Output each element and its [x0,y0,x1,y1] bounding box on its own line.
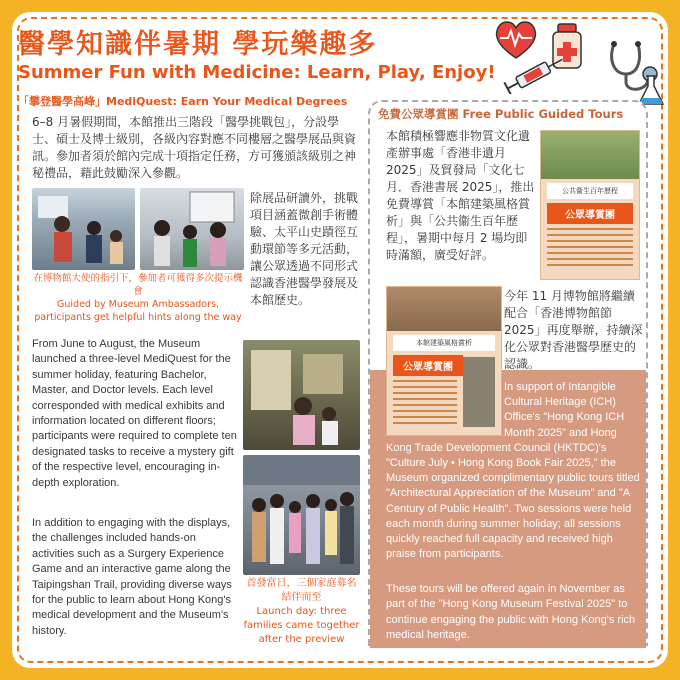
syringe-icon [500,54,570,94]
photo-ambassador-guiding [32,188,135,270]
caption-ambassador-en: Guided by Museum Ambassadors, participants get helpful hints along the way [34,299,242,323]
tours-para1-en: In support of Intangible Cultural Heritage (ICH) Office's "Hong Kong ICH Month 2025" and Hong Kong Trade Development Council (HKTDC)'s "Culture July • Hong Kong Book Fair 2025," the Museum organized complimentary public tours titled "Architectural Appreciation of the Museum" and "A Century of Public Health". Two sessions were held each month during summer holiday; all sessions quickly reached full capacity and received high praise from participants. [386,381,640,561]
poster-public-health-tour [540,130,640,280]
caption-launch-day-zh: 首發當日，三個家庭募名結伴而至 [246,578,357,603]
page-title-en: Summer Fun with Medicine: Learn, Play, Enjoy! [18,62,496,83]
photo-families-group [243,455,360,575]
photo-children-exhibit [140,188,244,270]
caption-launch-day [243,577,360,647]
guided-tours-title: 免費公眾導賞團 Free Public Guided Tours [378,107,624,121]
caption-launch-day-en: Launch day: three families came together after the preview [243,606,360,645]
tours-para1-zh: 本館積極響應非物質文化遺產辦事處「香港非遺月 2025」及貿發局「文化七月．香港書展 2025」，推出免費導賞「本館建築風格賞析」與「公共衞生百年歷程」，暑期中每月 2 場均即時滿額，廣受好評。 [386,129,535,262]
photo-child-at-display [243,340,360,450]
mediquest-side-zh: 除展品研讀外，挑戰項目涵蓋微創手術體驗、太平山史蹟徑互動環節等多元活動，讓公眾透過不同形式認識香港醫學發展及本館歷史。 [250,191,359,307]
caption-ambassador-zh: 在博物館大使的指引下，參加者可獲得多次提示機會 [33,273,243,297]
mediquest-subtitle: 「攀登醫學高峰」MediQuest: Earn Your Medical Degrees [18,95,348,108]
mediquest-para2-en: In addition to engaging with the displays, the challenges included hands-on activities such as a Surgery Experience Game and an interactive game along the Taipingshan Trail, providing diverse ways for the public to learn about Hong Kong's medical development and the Museum's history. [32,517,232,637]
tours-para2-en: These tours will be offered again in November as part of the "Hong Kong Museum Festival 2025" to continue engaging the public with Hong Kong's rich medical heritage. [386,583,636,642]
poster1-title: 公眾導賞團 [565,210,615,221]
mediquest-intro-zh: 6–8 月暑假期間，本館推出三階段「醫學挑戰包」，分設學士、碩士及博士級別，各級內容對應不同樓層之醫學展品與資訊。參加者須於館內完成十項指定任務，方可獲頒該級別之神秘禮品，藉此鼓勵深入參觀。 [32,115,357,180]
poster1-sub: 公共衞生百年歷程 [562,187,618,195]
tours-para2-zh: 今年 11 月博物館將繼續配合「香港博物館節 2025」再度舉辦，持續深化公眾對香港醫學歷史的認識。 [504,289,643,371]
caption-ambassador [32,272,244,324]
poster2-sub: 本館建築風格賞析 [416,339,472,347]
mediquest-para1-en: From June to August, the Museum launched a three-level MediQuest for the summer holiday, featuring Bachelor, Master, and Doctor levels. Each level corresponded with medical exhibits and information located on different floors; participants were required to complete ten designated tasks to receive a mystery gift of the respective level, encouraging in-depth exploration. [32,338,237,489]
poster2-title: 公眾導賞團 [403,362,453,373]
page-title-zh: 醫學知識伴暑期 學玩樂趣多 [18,29,378,60]
